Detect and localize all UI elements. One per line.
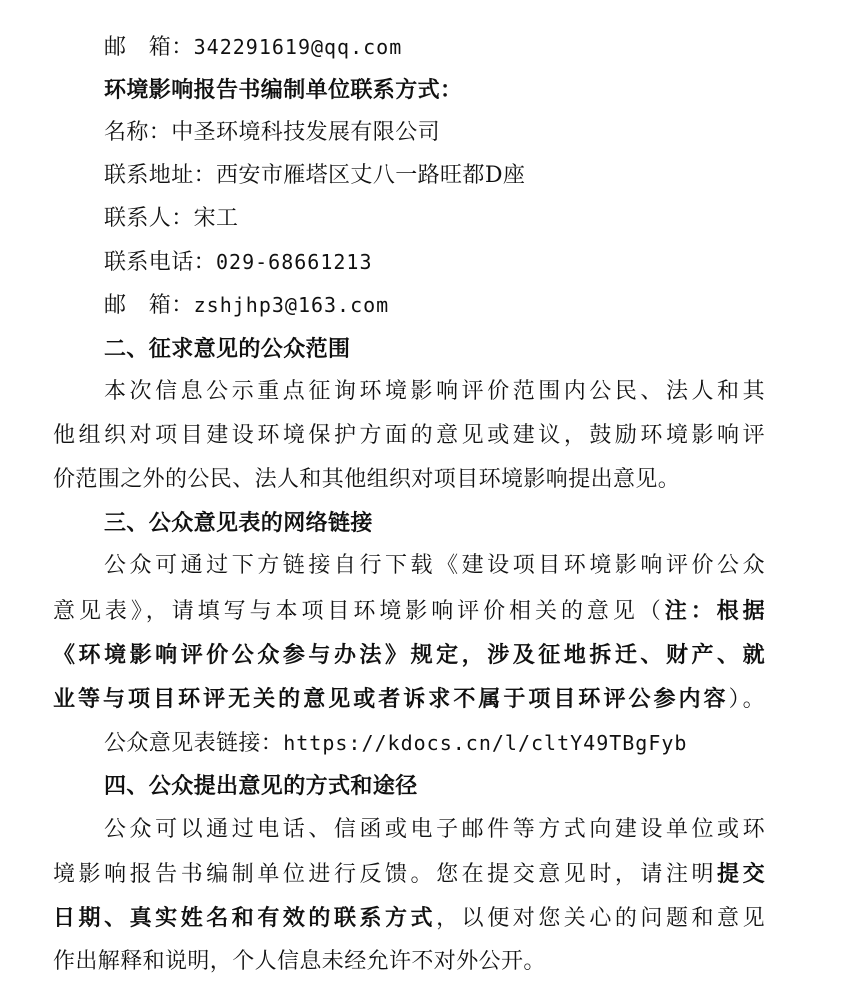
section4-paragraph-line: 公众可以通过电话、信函或电子邮件等方式向建设单位或环 [104,817,765,842]
report-unit-email-line [104,290,389,321]
section4-line2-text: 境影响报告书编制单位进行反馈。您在提交意见时，请注明 [53,862,718,887]
section3-heading: 三、公众意见表的网络链接 [104,510,373,536]
section3-paragraph-line: 公众可通过下方链接自行下载《建设项目环境影响评价公众 [104,553,765,578]
section2-heading: 二、征求意见的公众范围 [104,336,351,362]
section4-paragraph-line [53,903,765,934]
section3-note-tail: ）。 [728,687,765,712]
section3-note-end: 业等与项目环评无关的意见或者诉求不属于项目环评公参内容 [53,686,729,712]
report-unit-contact-line [104,204,238,234]
section4-line3-text: ，以便对您关心的问题和意见 [436,906,765,931]
section3-note-line [53,684,765,715]
section4-heading: 四、公众提出意见的方式和途径 [104,773,418,799]
section2-paragraph-line: 价范围之外的公民、法人和其他组织对项目环境影响提出意见。 [53,467,681,492]
survey-link-label: 公众意见表链接： [104,731,284,756]
report-unit-name-line [104,118,440,148]
report-unit-name: 中圣环境科技发展有限公司 [171,120,441,145]
section4-paragraph-line [53,859,765,890]
report-unit-name-label: 名称： [104,120,172,145]
report-unit-email-label: 邮 箱： [104,293,194,318]
section3-note-start: 注：根据 [664,598,765,624]
section3-paragraph-line [53,596,765,627]
report-unit-phone-line [104,247,373,278]
section4-paragraph-line: 作出解释和说明，个人信息未经允许不对外公开。 [53,949,546,974]
report-unit-phone: 029-68661213 [216,250,373,274]
report-unit-phone-label: 联系电话： [104,250,217,275]
report-unit-heading: 环境影响报告书编制单位联系方式： [104,77,463,103]
section3-note-line: 《环境影响评价公众参与办法》规定，涉及征地拆迁、财产、就 [53,642,765,668]
report-unit-address-label: 联系地址： [104,163,217,188]
section2-paragraph-line: 他组织对项目建设环境保护方面的意见或建议，鼓励环境影响评 [53,423,765,448]
survey-link-line [104,728,687,759]
builder-email: 342291619@qq.com [193,35,403,59]
section3-line2-text: 意见表》，请填写与本项目环境影响评价相关的意见（ [53,599,665,624]
builder-email-label: 邮 箱： [104,35,194,60]
report-unit-email: zshjhp3@163.com [193,293,390,317]
report-unit-contact: 宋工 [193,206,239,231]
section2-paragraph-line: 本次信息公示重点征询环境影响评价范围内公民、法人和其 [104,379,765,404]
survey-link[interactable]: https://kdocs.cn/l/cltY49TBgFyb [283,731,688,755]
report-unit-address: 西安市雁塔区丈八一路旺都D座 [216,163,526,188]
report-unit-contact-label: 联系人： [104,206,194,231]
report-unit-address-line [104,161,525,191]
section4-emphasis-end: 日期、真实姓名和有效的联系方式 [53,905,437,931]
section4-emphasis-start: 提交 [717,861,765,887]
builder-email-line [104,32,402,63]
